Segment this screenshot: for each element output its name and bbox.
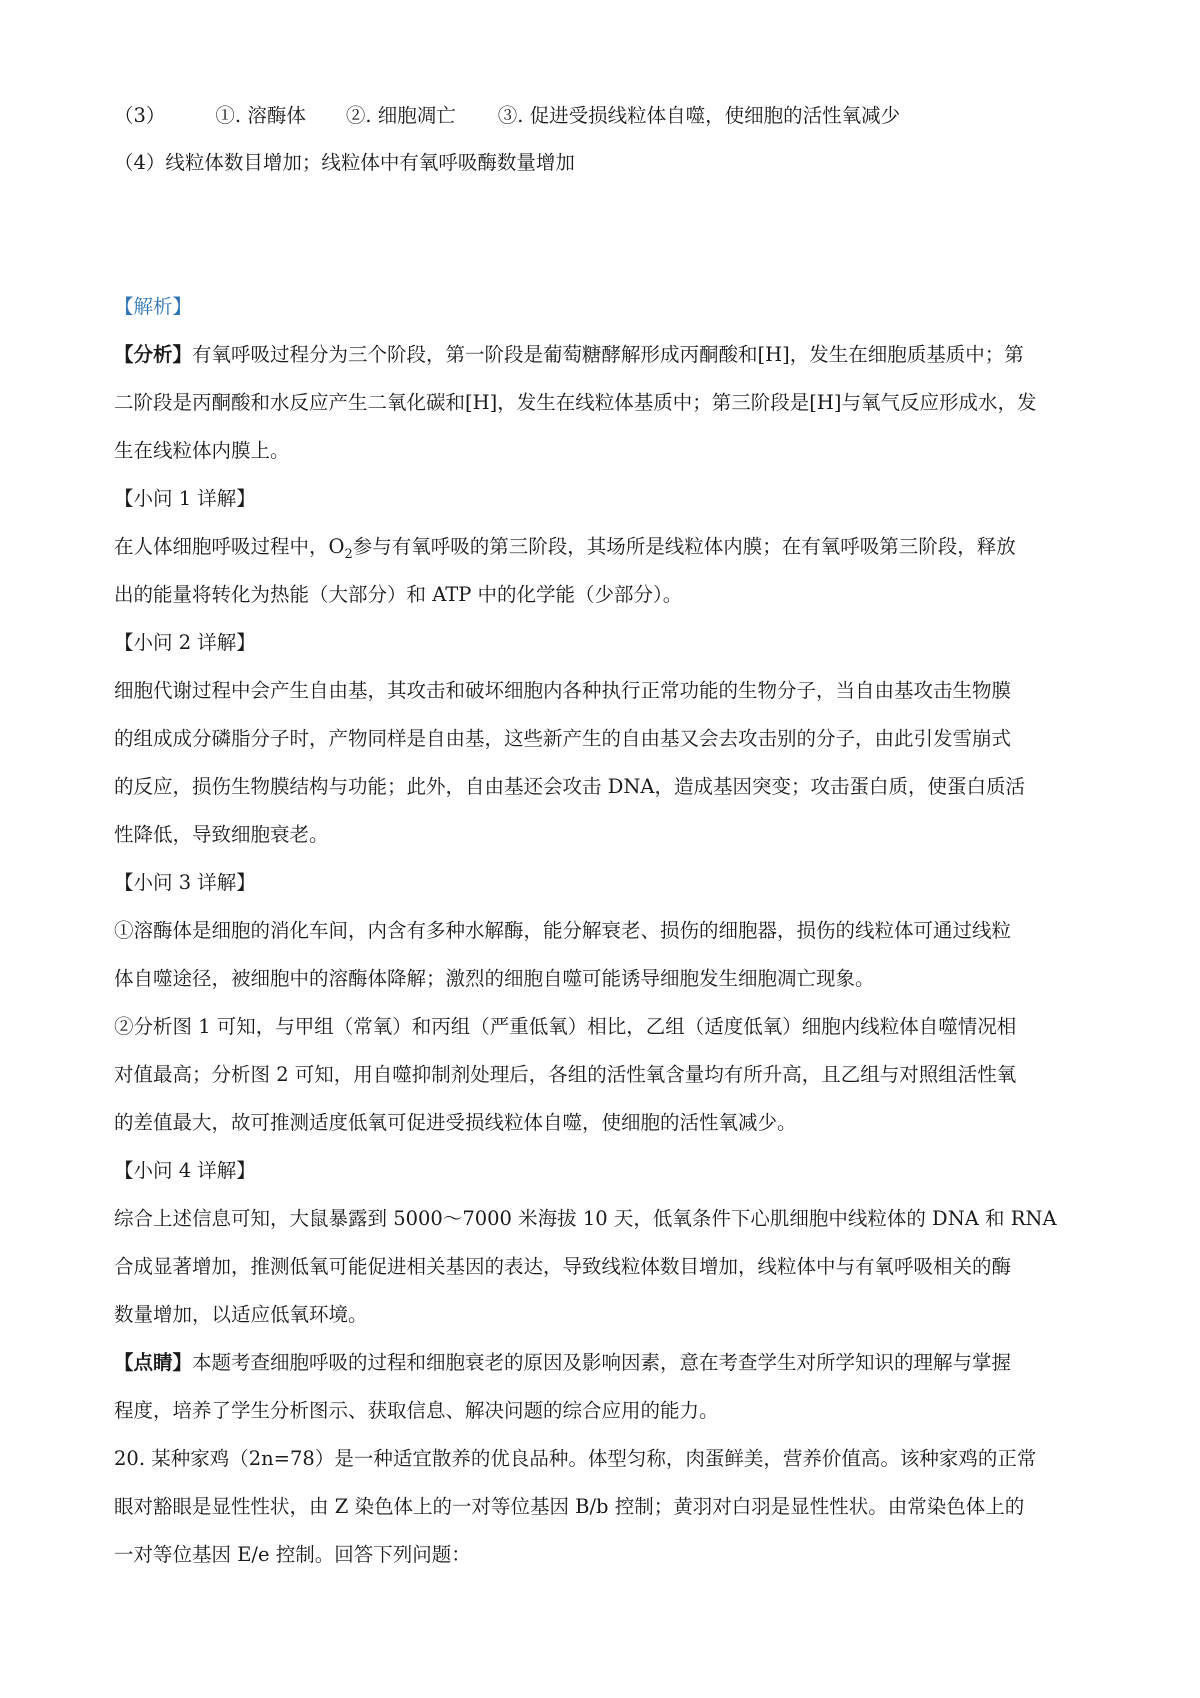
dianjing-label: 【点睛】 — [114, 1351, 193, 1374]
analysis-line-2: 二阶段是丙酮酸和水反应产生二氧化碳和[H]，发生在线粒体基质中；第三阶段是[H]与氧气反应形成水，发 — [114, 391, 1037, 414]
jiexi-heading: 【解析】 — [114, 295, 193, 318]
sub1-heading: 【小问 1 详解】 — [114, 487, 256, 510]
sub1-subscript: 2 — [344, 546, 353, 562]
dianjing-line-1 — [114, 1349, 1104, 1377]
sub4-line-2: 合成显著增加，推测低氧可能促进相关基因的表达，导致线粒体数目增加，线粒体中与有氧呼吸相关的酶 — [114, 1255, 1012, 1278]
analysis-line-3: 生在线粒体内膜上。 — [114, 439, 290, 462]
sub1-line-1-b: 参与有氧呼吸的第三阶段，其场所是线粒体内膜；在有氧呼吸第三阶段，释放 — [352, 535, 1016, 558]
sub2-line-2: 的组成成分磷脂分子时，产物同样是自由基，这些新产生的自由基又会去攻击别的分子，由此引发雪崩式 — [114, 727, 1012, 750]
answer-4: （4）线粒体数目增加；线粒体中有氧呼吸酶数量增加 — [114, 151, 575, 174]
sub2-heading: 【小问 2 详解】 — [114, 631, 256, 654]
dianjing-line-2: 程度，培养了学生分析图示、获取信息、解决问题的综合应用的能力。 — [114, 1399, 719, 1422]
sub2-line-3: 的反应，损伤生物膜结构与功能；此外，自由基还会攻击 DNA，造成基因突变；攻击蛋白质，使蛋白质活 — [114, 775, 1025, 798]
q20-line-3: 一对等位基因 E/e 控制。回答下列问题： — [114, 1543, 471, 1566]
sub1-line-1-a: 在人体细胞呼吸过程中，O — [114, 535, 345, 558]
q20-line-1: 20. 某种家鸡（2n=78）是一种适宜散养的优良品种。体型匀称，肉蛋鲜美，营养价值高。该种家鸡的正常 — [114, 1447, 1037, 1470]
sub3-line-2: 体自噬途径，被细胞中的溶酶体降解；激烈的细胞自噬可能诱导细胞发生细胞凋亡现象。 — [114, 967, 875, 990]
sub4-heading: 【小问 4 详解】 — [114, 1159, 256, 1182]
sub3-line-5: 的差值最大，故可推测适度低氧可促进受损线粒体自噬，使细胞的活性氧减少。 — [114, 1111, 797, 1134]
sub1-line-2: 出的能量将转化为热能（大部分）和 ATP 中的化学能（少部分）。 — [114, 583, 683, 606]
answer-3-item-3: ③. 促进受损线粒体自噬，使细胞的活性氧减少 — [497, 104, 901, 127]
answer-3-item-2: ②. 细胞凋亡 — [345, 104, 456, 127]
analysis-label: 【分析】 — [114, 343, 193, 366]
sub2-line-1: 细胞代谢过程中会产生自由基，其攻击和破坏细胞内各种执行正常功能的生物分子，当自由基攻击生物膜 — [114, 679, 1012, 702]
sub3-heading: 【小问 3 详解】 — [114, 871, 256, 894]
sub4-line-1: 综合上述信息可知，大鼠暴露到 5000～7000 米海拔 10 天，低氧条件下心肌细胞中线粒体的 DNA 和 RNA — [114, 1207, 1057, 1230]
answer-3 — [114, 102, 1104, 130]
sub4-line-3: 数量增加，以适应低氧环境。 — [114, 1303, 368, 1326]
q20-line-2: 眼对豁眼是显性性状，由 Z 染色体上的一对等位基因 B/b 控制；黄羽对白羽是显性性状。由常染色体上的 — [114, 1495, 1025, 1518]
sub3-line-3: ②分析图 1 可知，与甲组（常氧）和丙组（严重低氧）相比，乙组（适度低氧）细胞内线粒体自噬情况相 — [114, 1015, 1017, 1038]
analysis-text-1: 有氧呼吸过程分为三个阶段，第一阶段是葡萄糖酵解形成丙酮酸和[H]，发生在细胞质基质中；第 — [192, 343, 1024, 366]
sub3-line-4: 对值最高；分析图 2 可知，用自噬抑制剂处理后，各组的活性氧含量均有所升高，且乙组与对照组活性氧 — [114, 1063, 1017, 1086]
answer-3-item-1: ①. 溶酶体 — [215, 104, 306, 127]
sub3-line-1: ①溶酶体是细胞的消化车间，内含有多种水解酶，能分解衰老、损伤的细胞器，损伤的线粒体可通过线粒 — [114, 919, 1012, 942]
answer-3-prefix: （3） — [114, 104, 166, 127]
sub2-line-4: 性降低，导致细胞衰老。 — [114, 823, 329, 846]
analysis-line-1 — [114, 341, 1104, 369]
dianjing-text-1: 本题考查细胞呼吸的过程和细胞衰老的原因及影响因素，意在考查学生对所学知识的理解与掌握 — [192, 1351, 1012, 1374]
sub1-line-1 — [114, 533, 1104, 561]
